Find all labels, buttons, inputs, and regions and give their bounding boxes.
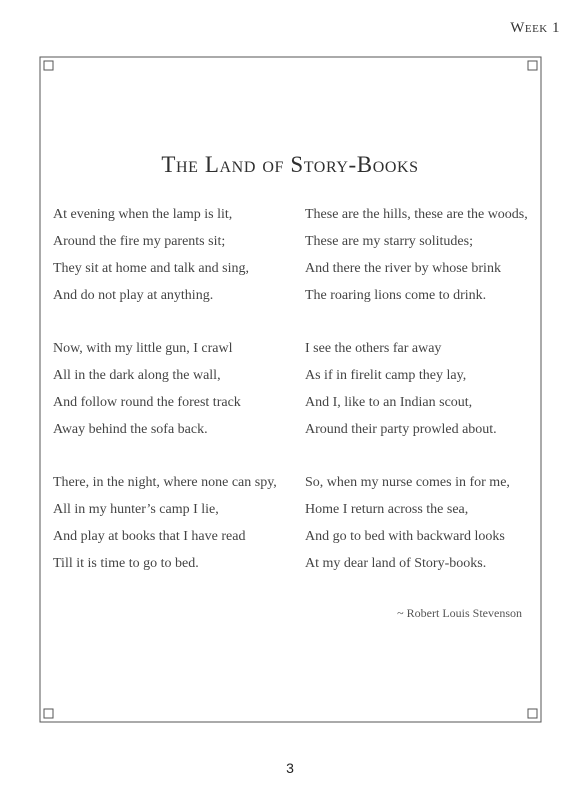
poem-line: And I, like to an Indian scout, (305, 395, 473, 410)
poem-author: ~ Robert Louis Stevenson (397, 606, 522, 620)
page-number: 3 (286, 760, 294, 776)
poem-line: At my dear land of Story-books. (305, 556, 487, 571)
week-label: Week 1 (510, 20, 560, 36)
poem-line: Away behind the sofa back. (53, 422, 208, 437)
poem-line: And play at books that I have read (53, 529, 246, 544)
poem-line: The roaring lions come to drink. (305, 288, 487, 303)
poem-right-column (305, 204, 560, 580)
poem-line: And do not play at anything. (53, 288, 214, 303)
poem-line: So, when my nurse comes in for me, (305, 475, 510, 490)
poem-line: These are my starry solitudes; (305, 234, 473, 249)
poem-line: Till it is time to go to bed. (53, 556, 199, 571)
poem-line: Home I return across the sea, (305, 502, 469, 517)
poem-line: They sit at home and talk and sing, (53, 261, 249, 276)
stanza (305, 472, 560, 580)
stanza (53, 204, 308, 312)
poem-line: There, in the night, where none can spy, (53, 475, 277, 490)
poem-line: And go to bed with backward looks (305, 529, 505, 544)
poem-left-column (53, 204, 308, 580)
poem-line: And follow round the forest track (53, 395, 241, 410)
stanza (53, 338, 308, 446)
poem-line: At evening when the lamp is lit, (53, 207, 233, 222)
stanza (305, 204, 560, 312)
poem-line: And there the river by whose brink (305, 261, 501, 276)
poem-line: Around their party prowled about. (305, 422, 497, 437)
poem-title: The Land of Story-Books (161, 152, 419, 177)
poem-line: I see the others far away (305, 341, 442, 356)
poem-line: These are the hills, these are the woods, (305, 207, 528, 222)
stanza (53, 472, 308, 580)
poem-line: As if in firelit camp they lay, (305, 368, 467, 383)
poem-line: All in my hunter’s camp I lie, (53, 502, 219, 517)
stanza (305, 338, 560, 446)
poem-line: All in the dark along the wall, (53, 368, 221, 383)
poem-line: Around the fire my parents sit; (53, 234, 226, 249)
poem-line: Now, with my little gun, I crawl (53, 341, 233, 356)
